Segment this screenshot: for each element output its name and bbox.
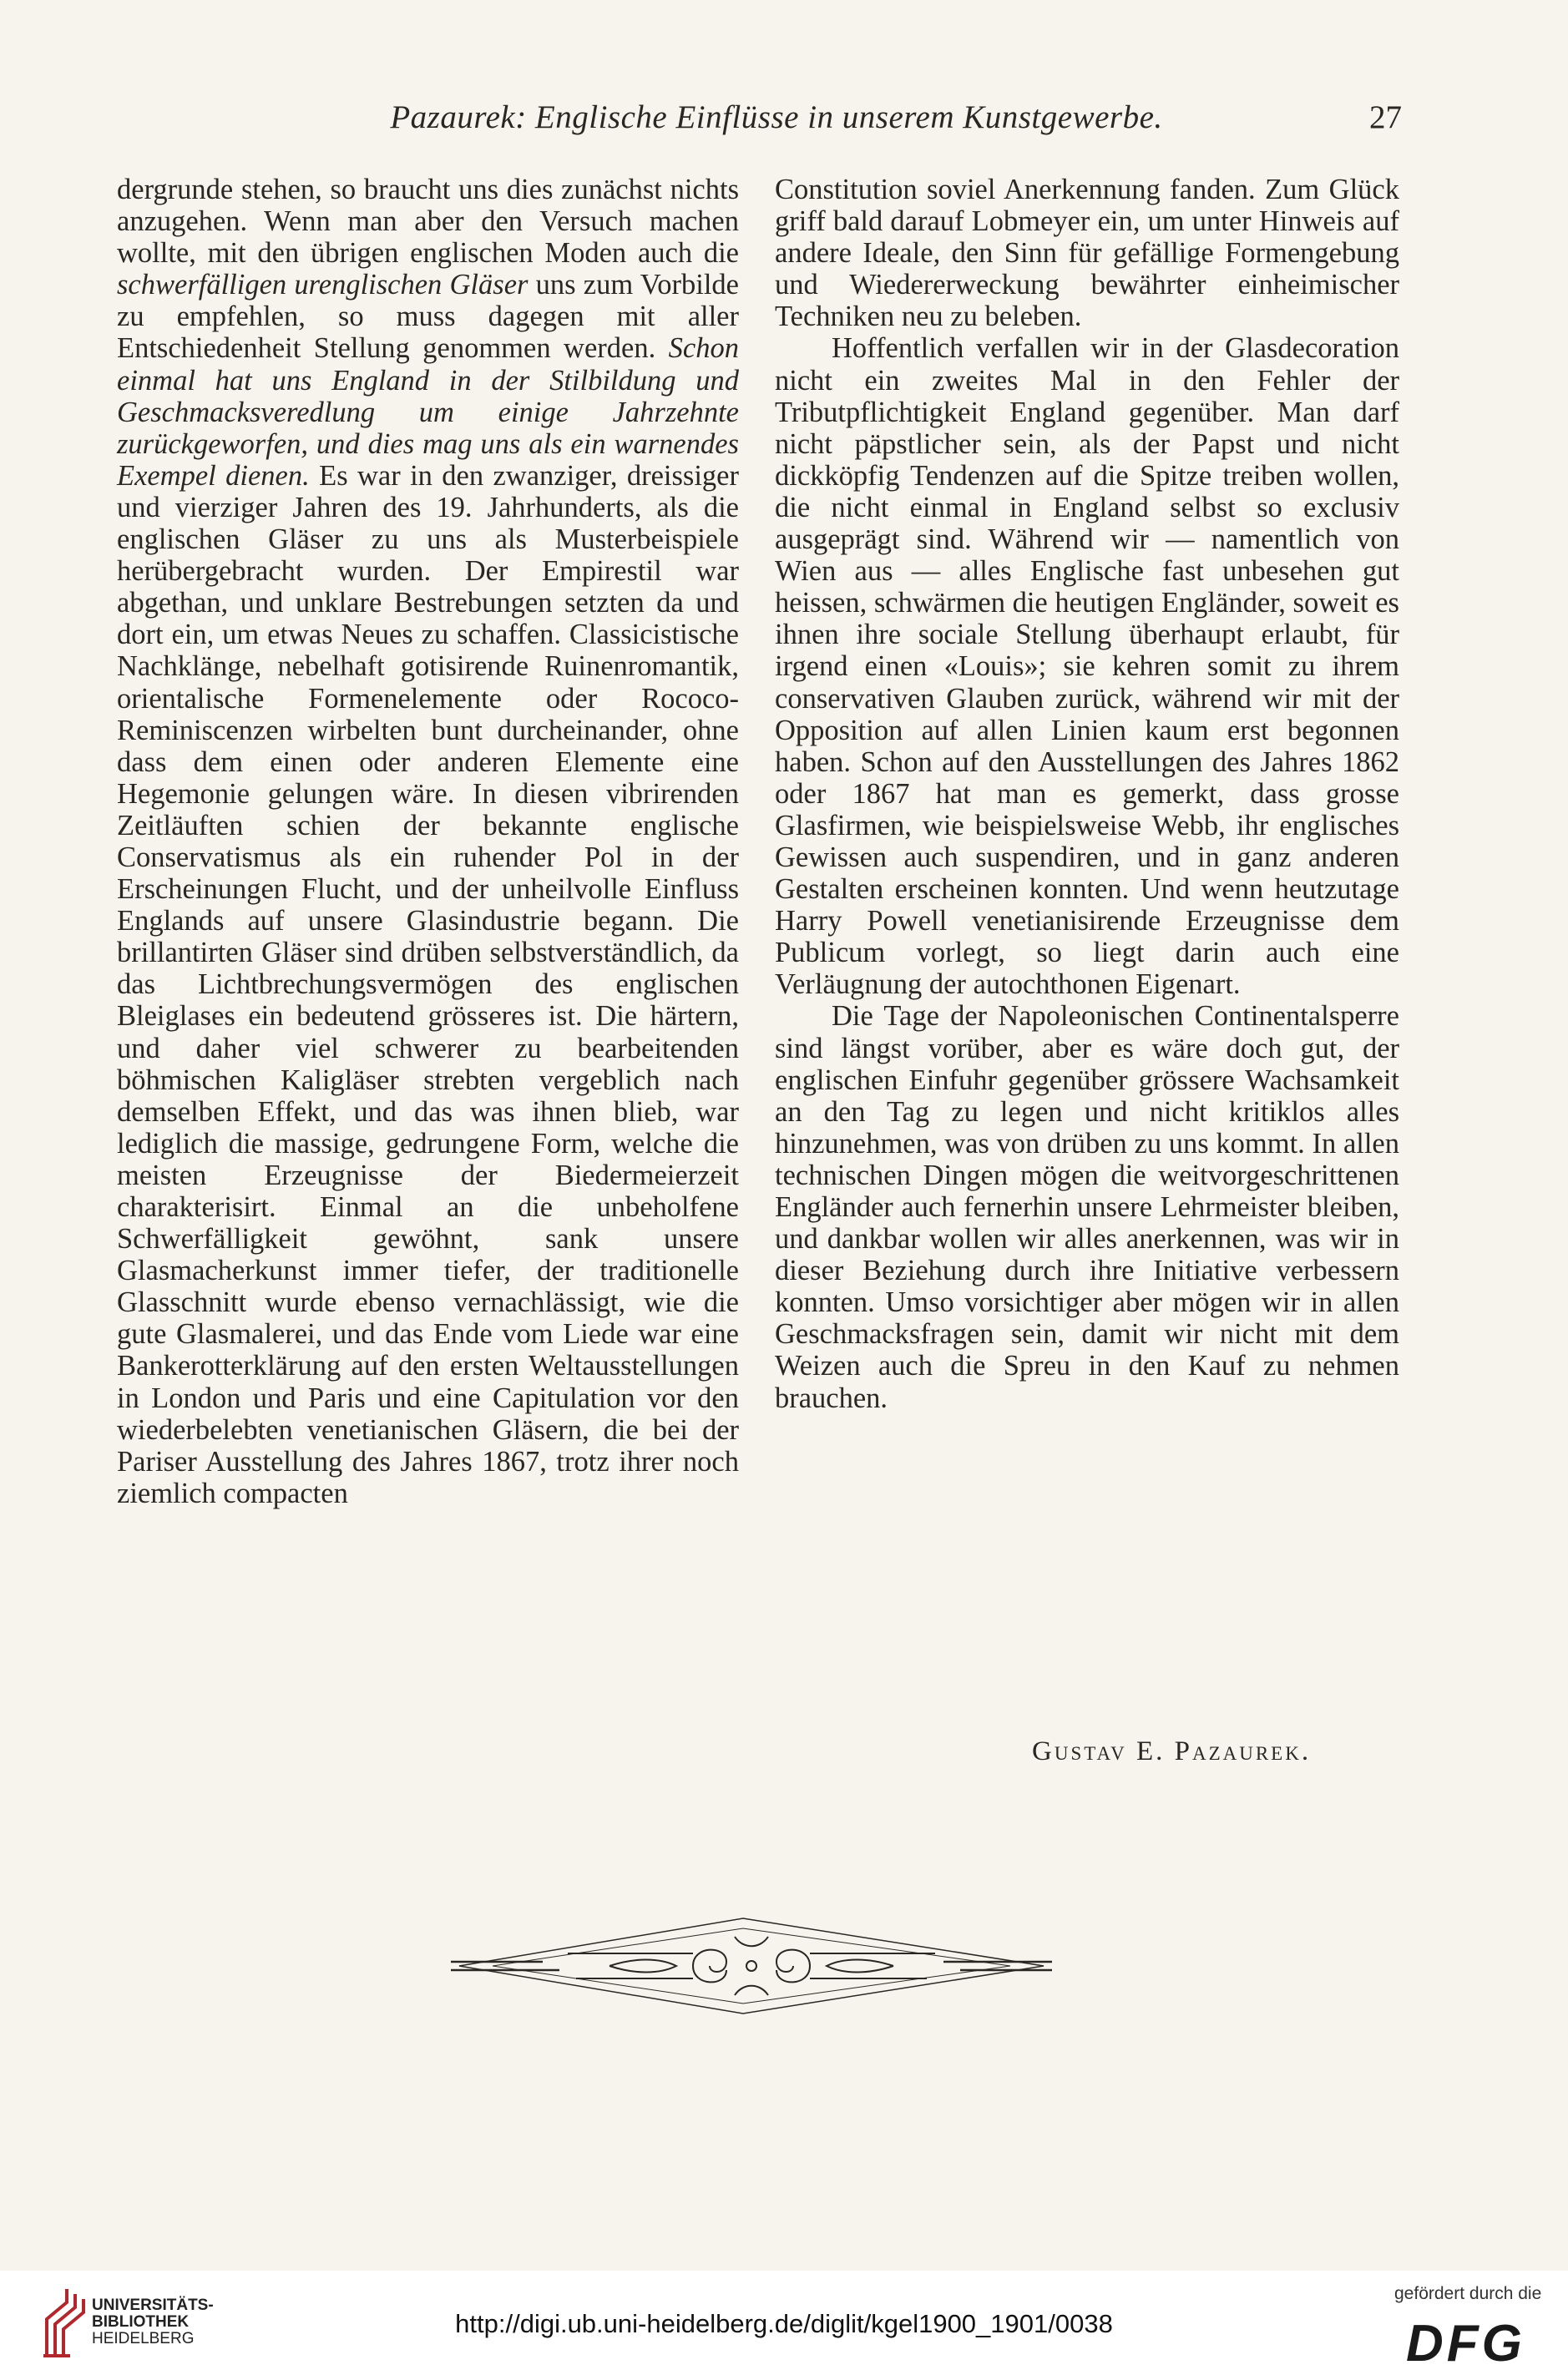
right-paragraph: Die Tage der Napoleonischen Continentalsperre sind längst vorüber, aber es wäre doch gut, der englischen Einfuhr gegenüber grössere Wachsamkeit an den Tag zu legen und nicht kritiklos alles hinzunehmen, was von drüben zu uns kommt. In allen technischen Dingen mögen die weitvorgeschrittenen Engländer auch fernerhin unsere Lehrmeister bleiben, und dankbar wollen wir alles anerkennen, was wir in dieser Beziehung durch ihre Initiative verbessern konnten. Umso vorsichtiger aber mögen wir in allen Geschmacksfragen sein, damit wir nicht mit dem Weizen auch die Spreu in den Kauf zu nehmen brauchen. [775, 1000, 1399, 1414]
text-segment: dergrunde stehen, so braucht uns dies zunächst nichts anzugehen. Wenn man aber den Versuch machen wollte, mit den übrigen englischen Moden auch die [117, 174, 739, 270]
left-column [117, 174, 739, 1509]
funding-caption: gefördert durch die [1394, 2284, 1542, 2303]
text-segment: uns zum Vorbilde zu empfehlen, so muss dagegen mit aller Entschiedenheit Stellung genommen werden. [117, 269, 739, 365]
right-paragraph: Constitution soviel Anerkennung fanden. Zum Glück griff bald darauf Lobmeyer ein, um unter Hinweis auf andere Ideale, den Sinn für gefällige Formengebung und Wiedererweckung bewährter einheimischer Techniken neu zu beleben. [775, 174, 1399, 333]
permalink-url[interactable]: http://digi.ub.uni-heidelberg.de/diglit/kgel1900_1901/0038 [455, 2309, 1113, 2338]
right-paragraph: Hoffentlich verfallen wir in der Glasdecoration nicht ein zweites Mal in den Fehler der Tributpflichtigkeit England gegenüber. Man darf nicht päpstlicher sein, als der Papst und nicht dickköpfig Tendenzen auf die Spitze treiben wollen, die nicht einmal in England selbst so exclusiv ausgeprägt sind. Während wir — namentlich von Wien aus — alles Englische fast unbesehen gut heissen, schwärmen die heutigen Engländer, soweit es ihnen ihre sociale Stellung überhaupt erlaubt, für irgend einen «Louis»; sie kehren somit zu ihrem conservativen Glauben zurück, während wir mit der Opposition auf allen Linien kaum erst begonnen haben. Schon auf den Ausstellungen des Jahres 1862 oder 1867 hat man es gemerkt, dass grosse Glasfirmen, wie beispielsweise Webb, ihr englisches Gewissen auch suspendiren, und in ganz anderen Gestalten erscheinen konnten. Und wenn heutzutage Harry Powell venetianisirende Erzeugnisse dem Publicum vorlegt, so liegt darin auch eine Verläugnung der autochthonen Eigenart. [775, 332, 1399, 1001]
running-title: Pazaurek: Englische Einflüsse in unserem Kunstgewerbe. [390, 99, 1163, 135]
library-name-line: UNIVERSITÄTS- [92, 2297, 214, 2314]
library-name-line: BIBLIOTHEK [92, 2313, 190, 2331]
author-signature: Gustav E. Pazaurek. [1032, 1736, 1312, 1766]
tailpiece-ornament-icon [443, 1912, 1060, 2020]
running-head [0, 99, 1568, 140]
right-column [775, 174, 1399, 1414]
text-segment: Es war in den zwanziger, dreissiger und vierziger Jahren des 19. Jahrhunderts, als die englischen Gläser zu uns als Musterbeispiele herübergebracht wurden. Der Empirestil war abgethan, und unklare Bestrebungen setzten da und dort ein, um etwas Neues zu schaffen. Classicistische Nachklänge, nebelhaft gotisirende Ruinenromantik, orientalische Formenelemente oder Rococo-Reminiscenzen wirbelten bunt durcheinander, ohne dass dem einen oder anderen Elemente eine Hegemonie gelungen wäre. In diesen vibrirenden Zeitläuften schien der bekannte englische Conservatismus als ein ruhender Pol in der Erscheinungen Flucht, und der unheilvolle Einfluss Englands auf unsere Glasindustrie begann. Die brillantirten Gläser sind drüben selbstverständlich, da das Lichtbrechungsvermögen des englischen Bleiglases ein bedeutend grösseres ist. Die härtern, und daher viel schwerer zu bearbeitenden böhmischen Kaligläser strebten vergeblich nach demselben Effekt, und das was ihnen blieb, war lediglich die massige, gedrungene Form, welche die meisten Erzeugnisse der Biedermeierzeit charakterisirt. Einmal an die unbeholfene Schwerfälligkeit gewöhnt, sank unsere Glasmacherkunst immer tiefer, der traditionelle Glasschnitt wurde ebenso vernachlässigt, wie die gute Glasmalerei, und das Ende vom Liede war eine Bankerotterklärung auf den ersten Weltausstellungen in London und Paris und eine Capitulation vor den wiederbelebten venetianischen Gläsern, die bei der Pariser Ausstellung des Jahres 1867, trotz ihrer noch ziemlich compacten [117, 459, 739, 1509]
italic-text-segment: schwerfälligen urenglischen Gläser [117, 269, 529, 301]
page-number: 27 [1369, 99, 1402, 135]
library-name-line: HEIDELBERG [92, 2330, 195, 2347]
italic-text-segment: Schon einmal hat uns England in der Stilbildung und Geschmacksveredlung um einige Jahrzehnte zurückgeworfen, und dies mag uns als ein warnendes Exempel dienen. [117, 332, 739, 492]
dfg-logo: DFG [1406, 2315, 1525, 2372]
left-paragraph [117, 174, 739, 1509]
